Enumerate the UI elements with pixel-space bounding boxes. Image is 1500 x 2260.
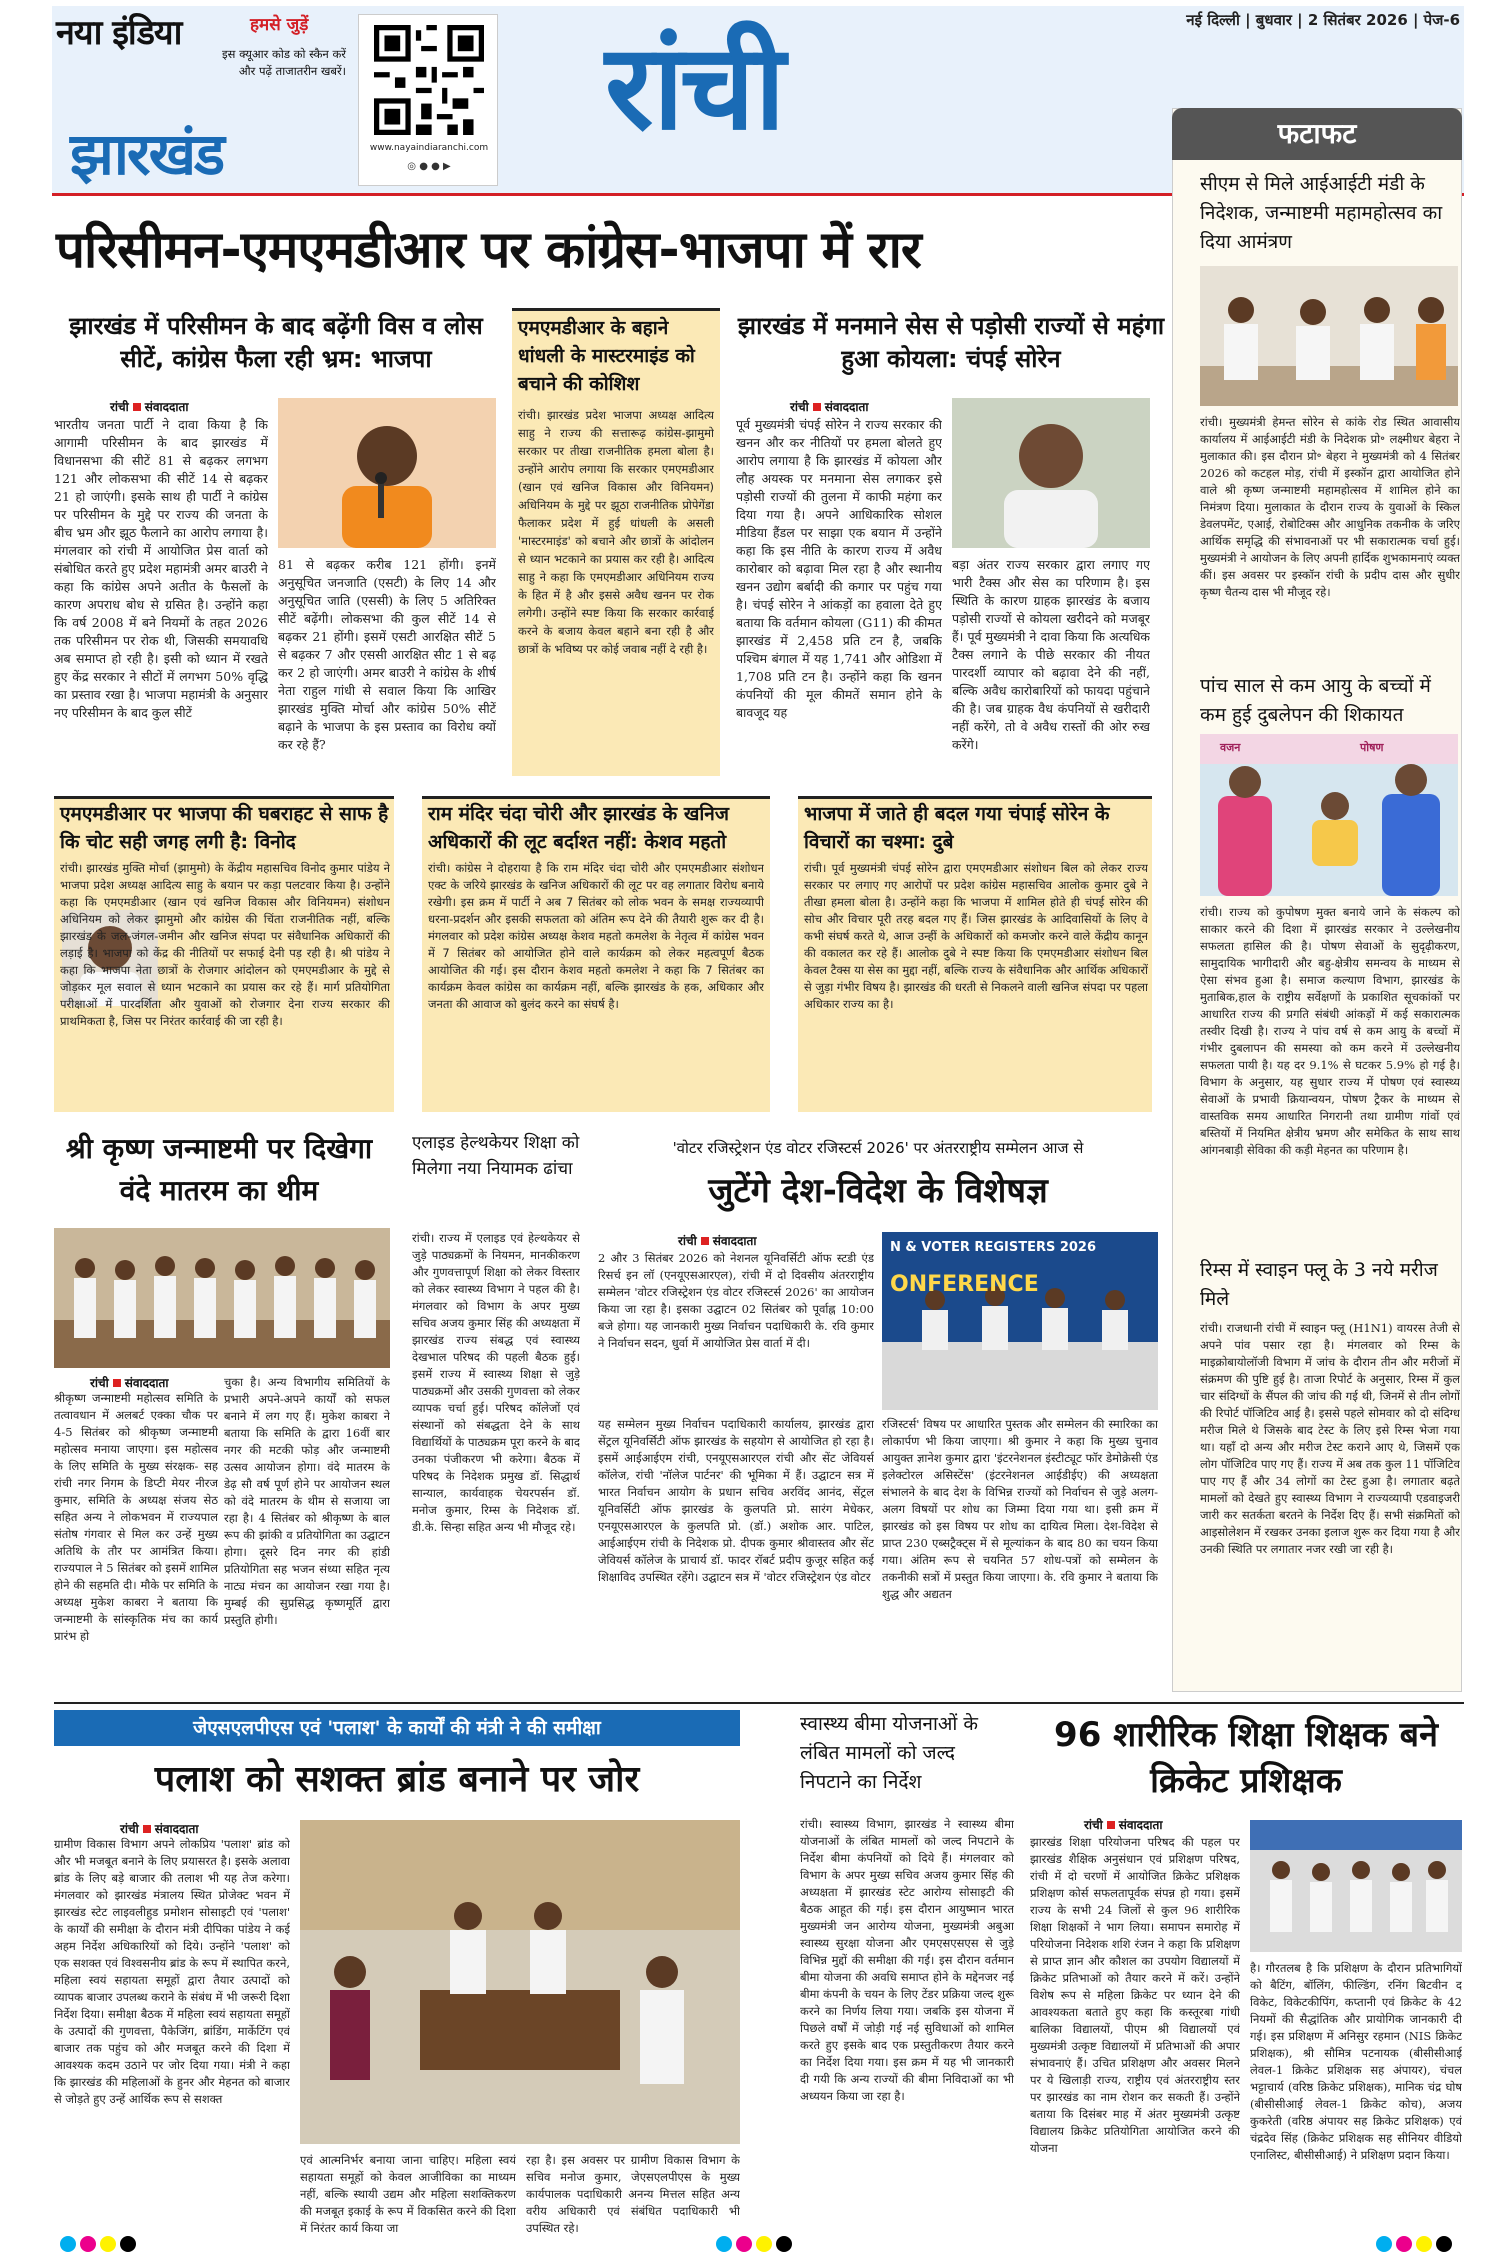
byline-city: रांची (790, 400, 809, 414)
story1-col1: भारतीय जनता पार्टी ने दावा किया है कि आगामी परिसीमन के बाद झारखंड में विधानसभा की सीटें 81 से बढ़कर लगभग 121 और लोकसभा की सीटें 14 से बढ़कर 21 हो जाएंगी। इसके साथ ही पार्टी ने कांग्रेस पर परिसीमन के मुद्दे पर राज्य की जनता के बीच भ्रम और झूठ फैलाने का आरोप लगाया है। मंगलवार को रांची में आयोजित प्रेस वार्ता को संबोधित करते हुए प्रदेश महामंत्री अमर बाउरी ने कहा कि कांग्रेस अपने अतीत के फैसलों के कारण अपराध बोध से ग्रसित है। उन्होंने कहा कि वर्ष 2008 में बने नियमों के तहत 2026 तक परिसीमन पर रोक थी, जिसकी समयावधि अब समाप्त हो रही है। इसी को ध्यान में रखते हुए केंद्र सरकार ने सीटों में लगभग 50% वृद्धि का प्रस्ताव रखा है। भाजपा महामंत्री के अनुसार नए परिसीमन के बाद कुल सीटें (54, 417, 268, 720)
yellow-dot-icon (756, 2236, 772, 2252)
black-dot-icon (1436, 2236, 1452, 2252)
yellow-dot-icon (1416, 2236, 1432, 2252)
story3-headline: झारखंड में मनमाने सेस से पड़ोसी राज्यों से महंगा हुआ कोयला: चंपई सोरेन (737, 312, 1165, 373)
cricket-photo (1250, 1820, 1462, 1952)
champai-soren-illustration (952, 398, 1150, 548)
palash-col1: ग्रामीण विकास विभाग अपने लोकप्रिय 'पलाश' ब्रांड को और भी मजबूत बनाने के लिए प्रयासरत है। इसके अलावा ब्रांड के लिए बड़े बाजार की तलाश भी यह तेज करेगा। मंगलवार को झारखंड मंत्रालय स्थित प्रोजेक्ट भवन में झारखंड स्टेट लाइवलीहुड प्रमोशन सोसाइटी एवं 'पलाश' के कार्यों की समीक्षा के दौरान मंत्री दीपिका पांडेय ने कई अहम निर्देश अधिकारियों को दिये। उन्होंने 'पलाश' को एक सशक्त एवं विश्वसनीय ब्रांड के रूप में स्थापित करने, महिला स्वयं सहायता समूहों द्वारा तैयार उत्पादों को व्यापक बाजार उपलब्ध कराने के संबंध में भी जरूरी दिशा निर्देश दिया। समीक्षा बैठक में महिला स्वयं सहायता समूहों के उत्पादों की गुणवत्ता, पैकेजिंग, ब्रांडिंग, मार्केटिंग एवं बाजार तक पहुंच को और मजबूत करने की दिशा में आवश्यक कदम उठाने पर जोर दिया गया। मंत्री ने कहा कि झारखंड की महिलाओं के हुनर और मेहनत को बाजार से जोड़ते हुए उन्हें आर्थिक रूप से सशक्त (54, 1837, 290, 2106)
conference-col1: यह सम्मेलन मुख्य निर्वाचन पदाधिकारी कार्यालय, झारखंड द्वारा सेंट्रल यूनिवर्सिटी ऑफ झारखंड के सहयोग से आयोजित हो रहा है। इसमें आईआईएम रांची, एनयूएसआरएल रांची और सेंट जेवियर्स कॉलेज, रांची 'नॉलेज पार्टनर' की भूमिका में हैं। उद्घाटन सत्र में भारत निर्वाचन आयोग के प्रधान सचिव अरविंद आनंद, सेंट्रल यूनिवर्सिटी ऑफ झारखंड के कुलपति प्रो. सारंग मेधेकर, एनयूएसआरएल के कुलपति प्रो. (डॉ.) अशोक आर. पाटिल, आईआईएम रांची के निदेशक प्रो. दीपक कुमार श्रीवास्तव और सेंट जेवियर्स कॉलेज के प्राचार्य डॉ. फादर रॉबर्ट प्रदीप कुजूर सहित कई शिक्षाविद उपस्थित रहेंगे। उद्घाटन सत्र में 'वोटर रजिस्ट्रेशन एंड वोटर (598, 1417, 874, 1584)
black-dot-icon (776, 2236, 792, 2252)
byline-marker (133, 403, 141, 411)
magenta-dot-icon (80, 2236, 96, 2252)
section-divider (54, 1702, 1464, 1704)
byline-tag: संवाददाता (154, 1822, 199, 1836)
story3-col2: बड़ा अंतर राज्य सरकार द्वारा लगाए गए भारी टैक्स और सेस का परिणाम है। इस स्थिति के कारण ग्राहक झारखंड के बजाय पड़ोसी राज्यों से कोयला खरीदने को मजबूर हैं। पूर्व मुख्यमंत्री ने दावा किया कि अत्यधिक टैक्स लगाने के पीछे सरकार की नीयत पारदर्शी व्यापार को बढ़ावा देने की नहीं, बल्कि अवैध कारोबारियों को फायदा पहुंचाने की है। जब ग्राहक वैध कंपनियों से खरीदारी नहीं करेंगे, तो वे अवैध रास्तों की ओर रुख करेंगे। (952, 557, 1150, 752)
byline-city: रांची (90, 1376, 109, 1390)
byline-marker (813, 403, 821, 411)
byline-city: रांची (1084, 1818, 1103, 1832)
box-story3-headline: भाजपा में जाते ही बदल गया चंपाई सोरेन के विचारों का चश्मा: दुबे (804, 803, 1110, 853)
sidebar-title: फटाफट (1172, 108, 1462, 160)
conference-banner-sub: ONFERENCE (890, 1272, 1039, 1297)
allied-text: रांची। राज्य में एलाइड एवं हेल्थकेयर से जुड़े पाठ्यक्रमों के नियमन, मानकीकरण और गुणवत्तापूर्ण शिक्षा को लेकर विस्तार को लेकर स्वास्थ्य विभाग ने पहल की है। मंगलवार को विभाग के अपर मुख्य सचिव अजय कुमार सिंह की अध्यक्षता में झारखंड राज्य संबद्ध एवं स्वास्थ्य देखभाल परिषद की पहली बैठक हुई। इसमें राज्य में स्वास्थ्य शिक्षा से जुड़े पाठ्यक्रमों और उसकी गुणवत्ता को लेकर व्यापक चर्चा हुई। परिषद कॉलेजों एवं संस्थानों को संबद्धता देने के साथ विद्यार्थियों के पाठ्यक्रम पूरा करने के बाद उनका पंजीकरण भी करेगा। बैठक में परिषद के निदेशक प्रमुख डॉ. सिद्धार्थ सान्याल, कार्यवाहक चेयरपर्सन डॉ. मनोज कुमार, रिम्स के निदेशक डॉ. डी.के. सिन्हा सहित अन्य भी मौजूद रहे। (412, 1231, 580, 1534)
box-story2-headline: राम मंदिर चंदा चोरी और झारखंड के खनिज अधिकारों की लूट बर्दाश्त नहीं: केशव महतो (428, 803, 729, 853)
insurance-headline: स्वास्थ्य बीमा योजनाओं के लंबित मामलों को जल्द निपटाने का निर्देश (800, 1713, 978, 1793)
story1-byline (56, 398, 276, 415)
story1-photo (278, 398, 496, 548)
palash-col2: एवं आत्मनिर्भर बनाया जाना चाहिए। महिला स्वयं सहायता समूहों को केवल आजीविका का माध्यम नहीं, बल्कि स्थायी उद्यम और महिला सशक्तिकरण की मजबूत इकाई के रूप में विकसित करने की दिशा में निरंतर कार्य किया जा (300, 2153, 516, 2235)
cyan-dot-icon (60, 2236, 76, 2252)
cricket-headline: 96 शारीरिक शिक्षा शिक्षक बने क्रिकेट प्रशिक्षक (1054, 1715, 1438, 1801)
byline-tag: संवाददाता (124, 1376, 169, 1390)
box-story1-text: रांची। झारखंड मुक्ति मोर्चा (झामुमो) के केंद्रीय महासचिव विनोद कुमार पांडेय ने भाजपा प्रदेश अध्यक्ष आदित्य साहु के बयान पर कड़ा पलटवार किया है। उन्होंने कहा कि एमएमडीआर (खान एवं खनिज विकास और विनियमन) संशोधन अधिनियम को लेकर झामुमो और कांग्रेस की चिंता राजनीतिक नहीं, बल्कि झारखंड के जल-जंगल-जमीन और खनिज संपदा पर संवैधानिक अधिकारों की लड़ाई है। भाजपा को केंद्र की नीतियों पर सफाई देनी पड़ रही है। श्री पांडेय ने कहा कि भाजपा नेता छात्रों के रोजगार आंदोलन को एमएमडीआर के मुद्दे से जोड़कर मूल सवाल से ध्यान भटकाने का प्रयास कर रहे हैं। मार्ग प्रतियोगिता परीक्षाओं में पारदर्शिता और युवाओं को रोजगार देना राज्य सरकार की प्राथमिकता है, जिस पर निरंतर कार्रवाई की जा रही है। (60, 861, 390, 1028)
story3-col1: पूर्व मुख्यमंत्री चंपई सोरेन ने राज्य सरकार की खनन और कर नीतियों पर हमला बोलते हुए आरोप लगाया है कि झारखंड में कोयला और लौह अयस्क पर मनमाना सेस लगाकर इसे पड़ोसी राज्यों की तुलना में काफी महंगा कर दिया गया है। अपने आधिकारिक सोशल मीडिया हैंडल पर साझा एक बयान में उन्होंने कहा कि इस नीति के कारण राज्य में अवैध कारोबार को बढ़ावा मिल रहा है और स्थानीय खनन उद्योग बर्बादी की कगार पर पहुंच गया है। चंपई सोरेन ने आंकड़ों का हवाला देते हुए बताया कि वर्तमान कोयला (G11) की कीमत झारखंड में 2,458 प्रति टन है, जबकि पश्चिम बंगाल में यह 1,741 और ओडिशा में 1,708 प्रति टन है। उन्होंने कहा कि खनन कंपनियों की मूल कीमतें समान होने के बावजूद यह (736, 417, 942, 720)
byline-city: रांची (678, 1234, 697, 1248)
cyan-dot-icon (1376, 2236, 1392, 2252)
sidebar-photo1 (1200, 266, 1458, 406)
conference-lead: 2 और 3 सितंबर 2026 को नेशनल यूनिवर्सिटी ऑफ स्टडी एंड रिसर्च इन लॉ (एनयूएसआरएल), रांची में दो दिवसीय अंतरराष्ट्रीय सम्मेलन 'वोटर रजिस्ट्रेशन एंड वोटर रजिस्टर्स 2026' का आयोजन किया जा रहा है। इसका उद्घाटन 02 सितंबर को पूर्वाह्न 10:00 बजे होगा। यह जानकारी मुख्य निर्वाचन पदाधिकारी के. रवि कुमार ने निर्वाचन सदन, धुर्वा में आयोजित प्रेस वार्ता में दी। (598, 1251, 874, 1350)
byline-marker (113, 1379, 121, 1387)
sidebar-item1-headline: सीएम से मिले आईआईटी मंडी के निदेशक, जन्माष्टमी महामहोत्सव का दिया आमंत्रण (1200, 173, 1443, 253)
photo-sign-nutrition: पोषण (1360, 741, 1384, 754)
palash-kicker: जेएसएलपीएस एवं 'पलाश' के कार्यों की मंत्री ने की समीक्षा (54, 1710, 740, 1746)
social-icons: ◎ ● ● ▶ (407, 161, 451, 172)
website-url[interactable]: www.nayaindiaranchi.com (369, 143, 489, 153)
qr-caption: इस क्यूआर कोड को स्कैन करें और पढ़ें ताजातरीन खबरें। (222, 47, 346, 78)
palash-col3: रहा है। इस अवसर पर ग्रामीण विकास विभाग के सचिव मनोज कुमार, जेएसएलपीएस के मुख्य कार्यपालक पदाधिकारी अनन्य मित्तल सहित अन्य वरीय अधिकारी एवं संबंधित पदाधिकारी भी उपस्थित रहे। (526, 2153, 740, 2235)
black-dot-icon (120, 2236, 136, 2252)
allied-headline: एलाइड हेल्थकेयर शिक्षा को मिलेगा नया नियामक ढांचा (412, 1133, 580, 1179)
byline-marker (1107, 1821, 1115, 1829)
byline-tag: संवाददाता (144, 400, 189, 414)
janmashtami-col2: चुका है। अन्य विभागीय समितियों के प्रभारी अपने-अपने कार्यों को सफल बनाने में लग गए हैं। मुकेश काबरा ने बताया कि समिति के द्वारा 16वीं बार नगर की मटकी फोड़ और जन्माष्टमी उत्सव आयोजन होगा। वंदे मातरम के डेढ़ सौ वर्ष पूर्ण होने पर आयोजन स्थल को वंदे मातरम के थीम से सजाया जा रहा है। 4 सितंबर को श्रीकृष्ण के बाल रूप की झांकी व प्रतियोगिता का उद्घाटन होगा। दूसरे दिन नगर की हांडी प्रतियोगिता सह भजन संध्या सहित नृत्य नाट्य मंचन का आयोजन रखा गया है। मुम्बई की सुप्रसिद्ध कृष्णमूर्ति द्वारा प्रस्तुति होगी। (224, 1375, 390, 1627)
cyan-dot-icon (716, 2236, 732, 2252)
story1-headline: झारखंड में परिसीमन के बाद बढ़ेंगी विस व लोस सीटें, कांग्रेस फैला रही भ्रम: भाजपा (69, 312, 483, 373)
palash-byline (54, 1820, 274, 1837)
magenta-dot-icon (736, 2236, 752, 2252)
speaker-illustration (278, 398, 496, 548)
group-meeting-illustration (54, 1228, 390, 1368)
conference-photo (882, 1232, 1158, 1410)
byline-marker (143, 1825, 151, 1833)
nutrition-center-illustration (1200, 734, 1458, 896)
state-title: झारखंड (70, 120, 224, 188)
conference-headline: जुटेंगे देश-विदेश के विशेषज्ञ (708, 1171, 1048, 1211)
conference-stage-illustration (882, 1232, 1158, 1410)
magenta-dot-icon (1396, 2236, 1412, 2252)
byline-marker (701, 1237, 709, 1245)
story2-text: रांची। झारखंड प्रदेश भाजपा अध्यक्ष आदित्य साहु ने राज्य की सत्तारूढ़ कांग्रेस-झामुमो सरकार पर तीखा राजनीतिक हमला बोला है। उन्होंने आरोप लगाया कि सरकार एमएमडीआर (खान एवं खनिज विकास और विनियमन) अधिनियम के मुद्दे पर झूठा राजनीतिक प्रोपेगेंडा फैलाकर प्रदेश में हुई धांधली के असली 'मास्टरमाइंड' को बचाने और छात्रों के आंदोलन से ध्यान भटकाने का प्रयास कर रही है। आदित्य साहु ने कहा कि एमएमडीआर अधिनियम राज्य के हित में है और इससे अवैध खनन पर रोक लगेगी। उन्होंने स्पष्ट किया कि सरकार कार्रवाई करने के बजाय केवल बहाने बना रही है और छात्रों के भविष्य पर कोई जवाब नहीं दे रही है। (518, 408, 714, 656)
story2-headline: एमएमडीआर के बहाने धांधली के मास्टरमाइंड को बचाने की कोशिश (518, 317, 695, 395)
janmashtami-col1: श्रीकृष्ण जन्माष्टमी महोत्सव समिति के तत्वावधान में अलबर्ट एक्का चौक पर 4-5 सितंबर को श्रीकृष्ण जन्माष्टमी महोत्सव मनाया जाएगा। इस महोत्सव के लिए समिति के मुख्य संरक्षक- सह रांची नगर निगम के डिप्टी मेयर नीरज कुमार, समिति के अध्यक्ष संजय सेठ सहित अन्य ने लोकभवन में राज्यपाल संतोष गंगवार से मिल कर उन्हें मुख्य अतिथि के तौर पर आमंत्रित किया। राज्यपाल ने 5 सितंबर को इसमें शामिल होने की सहमति दी। मौके पर समिति के अध्यक्ष मुकेश काबरा ने बताया कि जन्माष्टमी के सांस्कृतिक मंच का कार्य प्रारंभ हो (54, 1391, 218, 1643)
story3-photo (952, 398, 1150, 548)
conference-banner-text: N & VOTER REGISTERS 2026 (890, 1240, 1097, 1255)
edition-info: नई दिल्ली | बुधवार | 2 सितंबर 2026 | पेज-6 (1186, 11, 1460, 29)
byline-tag: संवाददाता (1118, 1818, 1163, 1832)
yellow-dot-icon (100, 2236, 116, 2252)
box-story1-headline: एमएमडीआर पर भाजपा की घबराहट से साफ है कि चोट सही जगह लगी है: विनोद (60, 803, 389, 853)
story1-col2: 81 से बढ़कर करीब 121 होंगी। इनमें अनुसूचित जनजाति (एसटी) के लिए 14 और अनुसूचित जाति (एससी) के लिए 5 अतिरिक्त सीटें बढ़ेंगी। लोकसभा की कुल सीटें 14 से बढ़कर 21 होंगी। इसमें एसटी आरक्षित सीटें 5 से बढ़कर 7 और एससी आरक्षित सीट 1 से बढ़ कर 2 हो जाएंगी। अमर बाउरी ने कांग्रेस के शीर्ष नेता राहुल गांधी से सवाल किया कि आखिर झारखंड मुक्ति मोर्चा और कांग्रेस 50% सीटें बढ़ाने के भाजपा के इस प्रस्ताव का विरोध क्यों कर रहे हैं? (278, 557, 496, 752)
palash-headline: पलाश को सशक्त ब्रांड बनाने पर जोर (154, 1759, 640, 1800)
color-registration-left (60, 2236, 200, 2256)
sidebar-item2-text: रांची। राज्य को कुपोषण मुक्त बनाये जाने के संकल्प को साकार करने की दिशा में झारखंड सरकार ने उल्लेखनीय सफलता हासिल की है। पोषण सेवाओं के सुदृढ़ीकरण, सामुदायिक भागीदारी और बहु-क्षेत्रीय समन्वय के माध्यम से ऐसा संभव हुआ है। समाज कल्याण विभाग, झारखंड के मुताबिक,हाल के राष्ट्रीय सर्वेक्षणों के प्रकाशित सूचकांकों पर आधारित राज्य की प्रगति संबंधी आंकड़ों में कई सकारात्मक तस्वीर दिखी है। राज्य ने पांच वर्ष से कम आयु के बच्चों में गंभीर दुबलापन की समस्या को कम करने में उल्लेखनीय सफलता पायी है। यह दर 9.1% से घटकर 5.9% हो गई है। विभाग के अनुसार, यह सुधार राज्य में पोषण एवं स्वास्थ्य सेवाओं के प्रभावी क्रियान्वयन, पोषण ट्रैकर के माध्यम से वास्तविक समय आधारित निगरानी तथा ग्रामीण गांवों एवं बस्तियों में नियमित क्षेत्रीय भ्रमण और समेकित के साथ साथ आंगनबाड़ी सेविका की कड़ी मेहनत का परिणाम है। (1200, 905, 1460, 1157)
byline-tag: संवाददाता (712, 1234, 757, 1248)
byline-tag: संवाददाता (824, 400, 869, 414)
conference-byline (598, 1232, 818, 1249)
sidebar-photo2 (1200, 734, 1458, 896)
sidebar-item2-headline: पांच साल से कम आयु के बच्चों में कम हुई दुबलेपन की शिकायत (1200, 675, 1431, 726)
review-meeting-illustration (300, 1820, 740, 2144)
story3-byline (736, 398, 956, 415)
janmashtami-photo (54, 1228, 390, 1368)
photo-sign-weight: वजन (1220, 741, 1241, 754)
cm-meeting-illustration (1200, 266, 1458, 406)
cricket-col1: झारखंड शिक्षा परियोजना परिषद की पहल पर झारखंड शैक्षिक अनुसंधान एवं प्रशिक्षण परिषद, रांची में दो चरणों में आयोजित क्रिकेट प्रशिक्षक प्रशिक्षण कोर्स सफलतापूर्वक संपन्न हो गया। इसमें राज्य के सभी 24 जिलों से कुल 96 शारीरिक शिक्षा शिक्षकों ने भाग लिया। समापन समारोह में परियोजना निदेशक शशि रंजन ने कहा कि प्रशिक्षण से प्राप्त ज्ञान और कौशल का उपयोग विद्यालयों में क्रिकेट प्रतिभाओं को तैयार करने में करें। उन्होंने विशेष रूप से महिला क्रिकेट पर ध्यान देने की आवश्यकता बताते हुए कहा कि कस्तूरबा गांधी बालिका विद्यालयों, पीएम श्री विद्यालयों एवं मुख्यमंत्री उत्कृष्ट विद्यालयों में प्रतिभाओं की अपार संभावनाएं हैं। उचित प्रशिक्षण और अवसर मिलने पर ये खिलाड़ी राज्य, राष्ट्रीय एवं अंतरराष्ट्रीय स्तर पर झारखंड का नाम रोशन कर सकती हैं। उन्होंने बताया कि दिसंबर माह में अंतर मुख्यमंत्री उत्कृष्ट विद्यालय क्रिकेट प्रतियोगिता आयोजित करने की योजना (1030, 1835, 1240, 2155)
cricket-col2: है। गौरतलब है कि प्रशिक्षण के दौरान प्रतिभागियों को बैटिंग, बॉलिंग, फील्डिंग, रनिंग बिटवीन द विकेट, विकेटकीपिंग, कप्तानी एवं क्रिकेट के 42 नियमों की सैद्धांतिक और प्रायोगिक जानकारी दी गई। इस प्रशिक्षण में अनिसुर रहमान (NIS क्रिकेट प्रशिक्षक), श्री सौमित्र पटनायक (बीसीसीआई लेवल-1 क्रिकेट प्रशिक्षक सह अंपायर), चंचल भट्टाचार्य (वरिष्ठ क्रिकेट प्रशिक्षक), मानिक चंद्र घोष (बीसीसीआई लेवल-1 क्रिकेट कोच), अजय कुकरेती (वरिष्ठ अंपायर सह क्रिकेट प्रशिक्षक) एवं चंद्रदेव सिंह (क्रिकेट प्रशिक्षक सह सीनियर वीडियो एनालिस्ट, बीसीसीआई) ने प्रशिक्षण प्रदान किया। (1250, 1961, 1462, 2162)
qr-code-icon (374, 25, 484, 135)
brand-logo: नया इंडिया (56, 13, 182, 53)
color-registration-right (1376, 2236, 1476, 2256)
janmashtami-headline: श्री कृष्ण जन्माष्टमी पर दिखेगा वंदे मातरम का थीम (65, 1132, 373, 1207)
byline-city: रांची (110, 400, 129, 414)
join-label: हमसे जुड़ें (250, 15, 309, 35)
sidebar-item3-text: रांची। राजधानी रांची में स्वाइन फ्लू (H1N1) वायरस तेजी से अपने पांव पसार रहा है। मंगलवार को रिम्स के माइक्रोबायोलॉजी विभाग में जांच के दौरान तीन और मरीजों में संक्रमण की पुष्टि हुई है। ताजा रिपोर्ट के अनुसार, रिम्स में कुल चार संदिग्धों के सैंपल की जांच की गई थी, जिनमें से तीन लोगों की रिपोर्ट पॉजिटिव आई है। इससे पहले सोमवार को दो संदिग्ध मरीज मिले थे जिसके बाद टेस्ट के लिए इसे रिम्स भेजा गया था। यहाँ दो अन्य और मरीज टेस्ट कराने आए थे, जिसमें एक लोग पॉजिटिव पाए गए हैं। राज्य में अब तक कुल 11 पॉजिटिव पाए गए हैं और 34 लोगों का टेस्ट हुआ है। लगातार बढ़ते मामलों को देखते हुए स्वास्थ्य विभाग ने राज्यव्यापी एडवाइजरी जारी कर सतर्कता बरतने के निर्देश दिए हैं। सभी संक्रमितों को आइसोलेशन में रखकर उनका इलाज शुरू कर दिया गया है और उनकी स्थिति पर लगातार नजर रखी जा रही है। (1200, 1321, 1460, 1556)
conference-kicker: 'वोटर रजिस्ट्रेशन एंड वोटर रजिस्टर्स 2026' पर अंतरराष्ट्रीय सम्मेलन आज से (672, 1139, 1084, 1157)
box-story2-text: रांची। कांग्रेस ने दोहराया है कि राम मंदिर चंदा चोरी और एमएमडीआर संशोधन एक्ट के जरिये झारखंड के खनिज अधिकारों की लूट पर वह लगातार विरोध बनाये रखेगी। इस क्रम में पार्टी ने अब 7 सितंबर को लोक भवन के समक्ष राज्यव्यापी धरना-प्रदर्शन और इसकी सफलता को अंतिम रूप देने की तैयारी शुरू कर दी है। मंगलवार को प्रदेश कांग्रेस अध्यक्ष केशव महतो कमलेश के नेतृत्व में कांग्रेस भवन में 7 सितंबर को आयोजित होने वाले कार्यक्रम को लेकर महत्वपूर्ण बैठक आयोजित की गई। इस दौरान केशव महतो कमलेश ने कहा कि 7 सितंबर का कार्यक्रम केवल कांग्रेस का कार्यक्रम नहीं, बल्कि झारखंड के हक, अधिकार और जनता की आवाज को बुलंद करने का संघर्ष है। (428, 861, 764, 1011)
sidebar-item1-text: रांची। मुख्यमंत्री हेमन्त सोरेन से कांके रोड स्थित आवासीय कार्यालय में आईआईटी मंडी के निदेशक प्रो॰ लक्ष्मीधर बेहरा ने मुलाकात की। इस दौरान प्रो॰ बेहरा ने मुख्यमंत्री को 4 सितंबर 2026 को कटहल मोड़, रांची में इस्कॉन द्वारा आयोजित होने वाले श्री कृष्ण जन्माष्टमी महामहोत्सव में शामिल होने का निमंत्रण दिया। मुलाकात के दौरान राज्य के युवाओं के स्किल डेवलपमेंट, एआई, रोबोटिक्स और आधुनिक तकनीक के जरिए आर्थिक समृद्धि की संभावनाओं पर भी सकारात्मक चर्चा हुई। मुख्यमंत्री ने आयोजन के लिए अपनी हार्दिक शुभकामनाएं व्यक्त कीं। इस अवसर पर इस्कॉन रांची के प्रदीप दास और सुधीर कृष्ण चैतन्य दास भी मौजूद रहे। (1200, 415, 1460, 599)
cricket-training-illustration (1250, 1820, 1462, 1952)
sidebar-item3-headline: रिम्स में स्वाइन फ्लू के 3 नये मरीज मिले (1200, 1259, 1438, 1310)
box-story3-text: रांची। पूर्व मुख्यमंत्री चंपई सोरेन द्वारा एमएमडीआर संशोधन बिल को लेकर राज्य सरकार पर लगाए गए आरोपों पर प्रदेश कांग्रेस महासचिव आलोक कुमार दुबे ने तीखा हमला बोला है। उन्होंने कहा कि भाजपा में शामिल होते ही चंपई सोरेन की सोच और विचार पूरी तरह बदल गए हैं। जिस झारखंड के आदिवासियों के लिए वे कभी संघर्ष करते थे, आज उन्हीं के अधिकारों को कमजोर करने वाले केंद्रीय कानून की वकालत कर रहे हैं। आलोक दुबे ने स्पष्ट किया कि एमएमडीआर संशोधन बिल केवल टैक्स या सेस का मुद्दा नहीं, बल्कि राज्य के संवैधानिक और आर्थिक अधिकारों से जुड़ा गंभीर विषय है। झारखंड की धरती से निकलने वाली खनिज संपदा पर पहला अधिकार राज्य का है। (804, 861, 1148, 1011)
byline-city: रांची (120, 1822, 139, 1836)
main-headline: परिसीमन-एमएमडीआर पर कांग्रेस-भाजपा में रार (56, 221, 921, 280)
insurance-text: रांची। स्वास्थ्य विभाग, झारखंड ने स्वास्थ्य बीमा योजनाओं के लंबित मामलों को जल्द निपटाने के निर्देश बीमा कंपनियों को दिये हैं। मंगलवार को विभाग के अपर मुख्य सचिव अजय कुमार सिंह की अध्यक्षता में झारखंड स्टेट आरोग्य सोसाइटी की बैठक आहूत की गई। इस दौरान आयुष्मान भारत मुख्यमंत्री जन आरोग्य योजना, मुख्यमंत्री अबुआ स्वास्थ्य सुरक्षा योजना और एमएसएसएस से जुड़े विभिन्न मुद्दों की समीक्षा की गई। इस दौरान वर्तमान बीमा योजना की अवधि समाप्त होने के मद्देनजर नई बीमा कंपनी के चयन के लिए टेंडर प्रक्रिया जल्द शुरू करने का निर्णय लिया गया। जबकि इस योजना में पिछले वर्षों में जोड़ी गई नई सुविधाओं को शामिल करते हुए इसके बाद एक प्रस्तुतीकरण तैयार करने का निर्देश दिया गया। इस क्रम में यह भी जानकारी दी गयी कि अन्य राज्यों की बीमा निविदाओं का भी अध्ययन किया जा रहा है। (800, 1817, 1014, 2103)
cricket-byline (1030, 1816, 1250, 1833)
qr-code[interactable] (358, 14, 498, 186)
color-registration-center (716, 2236, 856, 2256)
city-title: रांची (605, 18, 782, 156)
palash-photo (300, 1820, 740, 2144)
conference-col2: रजिस्टर्स' विषय पर आधारित पुस्तक और सम्मेलन की स्मारिका का लोकार्पण भी किया जाएगा। श्री कुमार ने कहा कि मुख्य चुनाव आयुक्त ज्ञानेश कुमार द्वारा 'इंटरनेशनल इंस्टीट्यूट फॉर डेमोक्रेसी एंड इलेक्टोरल असिस्टेंस' (इंटरनेशनल आईडीईए) की अध्यक्षता संभालने के बाद देश के विभिन्न राज्यों को निर्वाचन से जुड़े अलग-अलग विषयों पर शोध का जिम्मा दिया गया था। इसी क्रम में झारखंड को इस विषय पर शोध का दायित्व मिला। देश-विदेश से प्राप्त 230 एब्सट्रैक्ट्स में से मूल्यांकन के बाद 80 का चयन किया गया। अंतिम रूप से चयनित 57 शोध-पत्रों को सम्मेलन के तकनीकी सत्रों में प्रस्तुत किया जाएगा। के. रवि कुमार ने बताया कि शुद्ध और अद्यतन (882, 1417, 1158, 1601)
